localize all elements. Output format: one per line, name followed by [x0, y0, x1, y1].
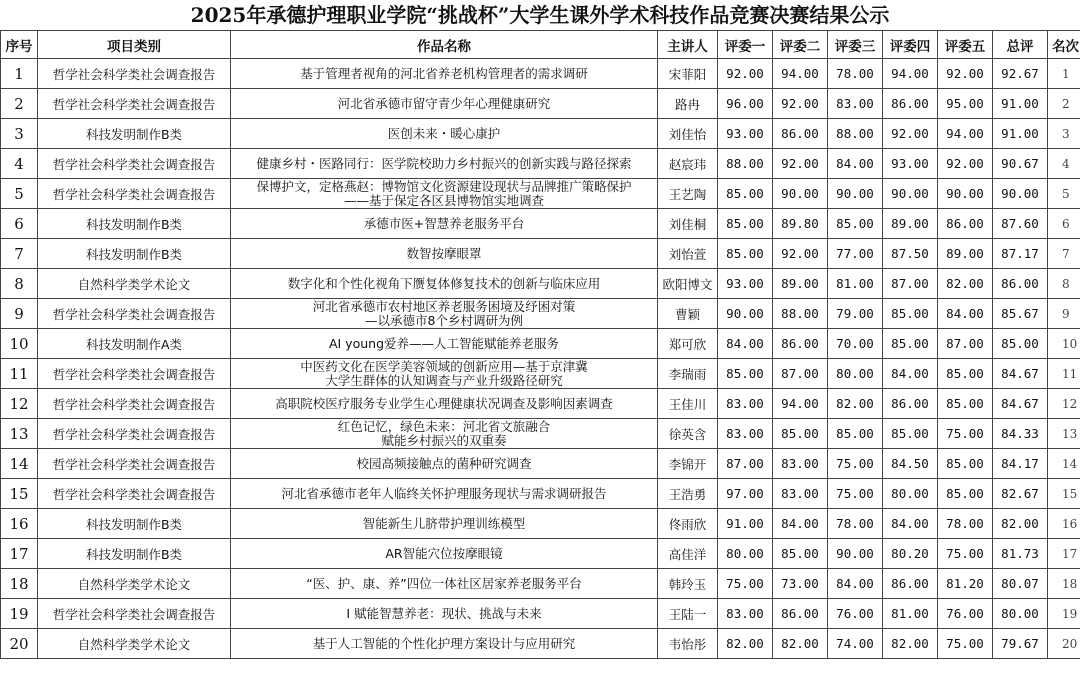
cell-judge-5: 75.00: [938, 539, 993, 569]
cell-judge-3: 83.00: [828, 89, 883, 119]
cell-rank: 6: [1048, 209, 1080, 239]
cell-judge-4: 85.00: [883, 299, 938, 329]
page-title-text: 2025年承德护理职业学院“挑战杯”大学生课外学术科技作品竞赛决赛结果公示: [190, 3, 890, 27]
header-total: 总评: [993, 31, 1048, 59]
cell-seq: 20: [1, 629, 38, 659]
table-row: [1, 509, 1080, 539]
cell-work: [231, 269, 658, 299]
work-title-line: —以承德市8个乡村调研为例: [365, 312, 523, 328]
cell-rank: 5: [1048, 179, 1080, 209]
cell-judge-1: 83.00: [718, 389, 773, 419]
cell-work: [231, 149, 658, 179]
table-row: [1, 449, 1080, 479]
cell-work: [231, 329, 658, 359]
cell-rank: 2: [1048, 89, 1080, 119]
cell-judge-4: 85.00: [883, 419, 938, 449]
cell-seq: 5: [1, 179, 38, 209]
work-title-line: 基于管理者视角的河北省养老机构管理者的需求调研: [300, 65, 588, 81]
cell-judge-3: 78.00: [828, 509, 883, 539]
table-row: [1, 149, 1080, 179]
cell-work: [231, 179, 658, 209]
work-title-line: 河北省承德市留守青少年心理健康研究: [337, 95, 551, 111]
cell-seq: 3: [1, 119, 38, 149]
cell-judge-3: 90.00: [828, 539, 883, 569]
cell-judge-2: 87.00: [773, 359, 828, 389]
cell-seq: 2: [1, 89, 38, 119]
work-title-line: 保博护文，定格燕赵：博物馆文化资源建设现状与品牌推广策略保护: [256, 178, 632, 194]
cell-total: 87.17: [993, 239, 1048, 269]
cell-seq: 19: [1, 599, 38, 629]
cell-work: [231, 539, 658, 569]
cell-category: 哲学社会科学类社会调查报告: [38, 149, 231, 179]
work-title-line: 中医药文化在医学美容领域的创新应用—基于京津冀: [300, 358, 588, 374]
cell-judge-4: 92.00: [883, 119, 938, 149]
cell-category: 科技发明制作B类: [38, 509, 231, 539]
cell-total: 92.67: [993, 59, 1048, 89]
table-row: [1, 209, 1080, 239]
table-row: [1, 239, 1080, 269]
cell-seq: 18: [1, 569, 38, 599]
header-category: 项目类别: [38, 31, 231, 59]
cell-work: [231, 89, 658, 119]
cell-judge-2: 83.00: [773, 449, 828, 479]
cell-seq: 17: [1, 539, 38, 569]
table-row: [1, 119, 1080, 149]
header-judge-4: 评委四: [883, 31, 938, 59]
cell-total: 84.33: [993, 419, 1048, 449]
cell-seq: 16: [1, 509, 38, 539]
header-seq: 序号: [1, 31, 38, 59]
table-row: [1, 599, 1080, 629]
cell-judge-2: 92.00: [773, 149, 828, 179]
cell-judge-1: 88.00: [718, 149, 773, 179]
cell-seq: 15: [1, 479, 38, 509]
cell-category: 科技发明制作B类: [38, 209, 231, 239]
cell-seq: 9: [1, 299, 38, 329]
cell-judge-5: 90.00: [938, 179, 993, 209]
cell-speaker: 刘怡萱: [658, 239, 718, 269]
cell-judge-3: 76.00: [828, 599, 883, 629]
cell-judge-2: 85.00: [773, 419, 828, 449]
cell-seq: 11: [1, 359, 38, 389]
table-row: [1, 569, 1080, 599]
cell-judge-5: 76.00: [938, 599, 993, 629]
cell-total: 84.67: [993, 359, 1048, 389]
cell-judge-1: 91.00: [718, 509, 773, 539]
cell-speaker: 王陆一: [658, 599, 718, 629]
cell-rank: 9: [1048, 299, 1080, 329]
cell-total: 80.07: [993, 569, 1048, 599]
cell-total: 81.73: [993, 539, 1048, 569]
cell-rank: 7: [1048, 239, 1080, 269]
cell-judge-2: 89.80: [773, 209, 828, 239]
work-title-line: 医创未来・暖心康护: [387, 125, 501, 141]
cell-judge-5: 75.00: [938, 419, 993, 449]
table-row: [1, 629, 1080, 659]
cell-judge-5: 92.00: [938, 59, 993, 89]
cell-rank: 3: [1048, 119, 1080, 149]
cell-total: 90.67: [993, 149, 1048, 179]
cell-judge-3: 80.00: [828, 359, 883, 389]
cell-total: 84.17: [993, 449, 1048, 479]
work-title-line: 校园高频接触点的菌种研究调查: [356, 455, 532, 471]
work-title-line: I 赋能智慧养老：现状、挑战与未来: [346, 605, 542, 621]
table-row: [1, 269, 1080, 299]
cell-work: [231, 449, 658, 479]
table-row: [1, 359, 1080, 389]
cell-category: 哲学社会科学类社会调查报告: [38, 449, 231, 479]
cell-judge-1: 82.00: [718, 629, 773, 659]
cell-judge-1: 90.00: [718, 299, 773, 329]
cell-speaker: 王艺陶: [658, 179, 718, 209]
cell-judge-3: 88.00: [828, 119, 883, 149]
cell-category: 哲学社会科学类社会调查报告: [38, 89, 231, 119]
header-judge-2: 评委二: [773, 31, 828, 59]
cell-rank: 4: [1048, 149, 1080, 179]
cell-judge-5: 75.00: [938, 629, 993, 659]
cell-rank: 11: [1048, 359, 1080, 389]
cell-judge-4: 81.00: [883, 599, 938, 629]
cell-judge-1: 84.00: [718, 329, 773, 359]
cell-speaker: 韩玲玉: [658, 569, 718, 599]
cell-work: [231, 569, 658, 599]
cell-work: [231, 479, 658, 509]
cell-judge-4: 86.00: [883, 569, 938, 599]
cell-seq: 13: [1, 419, 38, 449]
cell-judge-1: 96.00: [718, 89, 773, 119]
cell-judge-1: 93.00: [718, 269, 773, 299]
cell-judge-1: 85.00: [718, 209, 773, 239]
cell-judge-2: 86.00: [773, 599, 828, 629]
page-title: [0, 0, 1080, 30]
cell-judge-2: 92.00: [773, 89, 828, 119]
cell-work: [231, 209, 658, 239]
cell-judge-4: 82.00: [883, 629, 938, 659]
cell-judge-4: 86.00: [883, 389, 938, 419]
cell-judge-5: 85.00: [938, 389, 993, 419]
cell-judge-2: 73.00: [773, 569, 828, 599]
cell-total: 90.00: [993, 179, 1048, 209]
cell-rank: 12: [1048, 389, 1080, 419]
cell-judge-4: 94.00: [883, 59, 938, 89]
work-title-line: 数智按摩眼罩: [406, 245, 482, 261]
header-judge-1: 评委一: [718, 31, 773, 59]
cell-work: [231, 359, 658, 389]
cell-judge-4: 90.00: [883, 179, 938, 209]
cell-total: 82.00: [993, 509, 1048, 539]
cell-category: 科技发明制作B类: [38, 239, 231, 269]
work-title-line: 数字化和个性化视角下赝复体修复技术的创新与临床应用: [287, 275, 601, 291]
cell-rank: 19: [1048, 599, 1080, 629]
results-table: [0, 30, 1080, 659]
cell-speaker: 李锦开: [658, 449, 718, 479]
cell-total: 85.00: [993, 329, 1048, 359]
cell-category: 哲学社会科学类社会调查报告: [38, 419, 231, 449]
cell-rank: 20: [1048, 629, 1080, 659]
cell-seq: 8: [1, 269, 38, 299]
cell-category: 自然科学类学术论文: [38, 269, 231, 299]
cell-seq: 12: [1, 389, 38, 419]
cell-seq: 6: [1, 209, 38, 239]
cell-speaker: 欧阳博文: [658, 269, 718, 299]
cell-judge-3: 85.00: [828, 209, 883, 239]
work-title-line: 承德市医+智慧养老服务平台: [363, 215, 525, 231]
cell-total: 82.67: [993, 479, 1048, 509]
cell-judge-4: 80.20: [883, 539, 938, 569]
cell-judge-3: 79.00: [828, 299, 883, 329]
work-title-line: 赋能乡村振兴的双重奏: [381, 432, 507, 448]
cell-work: [231, 59, 658, 89]
cell-seq: 4: [1, 149, 38, 179]
cell-judge-3: 78.00: [828, 59, 883, 89]
work-title-line: 健康乡村・医路同行：医学院校助力乡村振兴的创新实践与路径探索: [256, 155, 632, 171]
cell-judge-2: 86.00: [773, 329, 828, 359]
cell-rank: 14: [1048, 449, 1080, 479]
cell-judge-1: 83.00: [718, 419, 773, 449]
cell-judge-4: 85.00: [883, 329, 938, 359]
cell-judge-1: 83.00: [718, 599, 773, 629]
table-row: [1, 89, 1080, 119]
cell-judge-2: 94.00: [773, 389, 828, 419]
cell-judge-1: 92.00: [718, 59, 773, 89]
cell-judge-3: 75.00: [828, 449, 883, 479]
cell-judge-5: 85.00: [938, 359, 993, 389]
work-title-line: 大学生群体的认知调查与产业升级路径研究: [325, 372, 563, 388]
cell-judge-1: 85.00: [718, 359, 773, 389]
cell-judge-1: 87.00: [718, 449, 773, 479]
work-title-line: AI young爱养——人工智能赋能养老服务: [328, 335, 560, 351]
cell-judge-2: 82.00: [773, 629, 828, 659]
cell-category: 自然科学类学术论文: [38, 569, 231, 599]
cell-category: 哲学社会科学类社会调查报告: [38, 479, 231, 509]
cell-category: 哲学社会科学类社会调查报告: [38, 359, 231, 389]
cell-rank: 16: [1048, 509, 1080, 539]
cell-rank: 17: [1048, 539, 1080, 569]
cell-judge-1: 85.00: [718, 239, 773, 269]
cell-judge-2: 85.00: [773, 539, 828, 569]
work-title-line: 河北省承德市老年人临终关怀护理服务现状与需求调研报告: [281, 485, 607, 501]
cell-judge-3: 74.00: [828, 629, 883, 659]
work-title-line: “医、护、康、养”四位一体社区居家养老服务平台: [306, 575, 582, 591]
cell-seq: 1: [1, 59, 38, 89]
cell-total: 91.00: [993, 89, 1048, 119]
cell-judge-2: 86.00: [773, 119, 828, 149]
cell-judge-2: 84.00: [773, 509, 828, 539]
cell-judge-4: 84.00: [883, 359, 938, 389]
cell-category: 自然科学类学术论文: [38, 629, 231, 659]
cell-judge-3: 90.00: [828, 179, 883, 209]
work-title-line: 河北省承德市农村地区养老服务困境及纾困对策: [312, 298, 576, 314]
cell-speaker: 李瑞雨: [658, 359, 718, 389]
cell-total: 87.60: [993, 209, 1048, 239]
cell-rank: 8: [1048, 269, 1080, 299]
cell-category: 科技发明制作A类: [38, 329, 231, 359]
cell-judge-2: 92.00: [773, 239, 828, 269]
cell-work: [231, 629, 658, 659]
cell-judge-5: 84.00: [938, 299, 993, 329]
cell-total: 79.67: [993, 629, 1048, 659]
cell-judge-3: 70.00: [828, 329, 883, 359]
cell-category: 科技发明制作B类: [38, 539, 231, 569]
cell-judge-3: 85.00: [828, 419, 883, 449]
cell-speaker: 王浩勇: [658, 479, 718, 509]
cell-seq: 14: [1, 449, 38, 479]
cell-judge-4: 93.00: [883, 149, 938, 179]
cell-category: 科技发明制作B类: [38, 119, 231, 149]
cell-judge-5: 94.00: [938, 119, 993, 149]
cell-work: [231, 299, 658, 329]
cell-judge-4: 86.00: [883, 89, 938, 119]
work-title-line: 红色记忆，绿色未来：河北省文旅融合: [337, 418, 551, 434]
cell-judge-4: 84.00: [883, 509, 938, 539]
cell-total: 85.67: [993, 299, 1048, 329]
cell-judge-4: 89.00: [883, 209, 938, 239]
cell-judge-1: 75.00: [718, 569, 773, 599]
table-row: [1, 329, 1080, 359]
table-row: [1, 419, 1080, 449]
cell-judge-1: 93.00: [718, 119, 773, 149]
cell-judge-5: 87.00: [938, 329, 993, 359]
header-speaker: 主讲人: [658, 31, 718, 59]
cell-total: 86.00: [993, 269, 1048, 299]
cell-speaker: 宋菲阳: [658, 59, 718, 89]
cell-speaker: 高佳洋: [658, 539, 718, 569]
cell-speaker: 韦怡彤: [658, 629, 718, 659]
header-judge-3: 评委三: [828, 31, 883, 59]
work-title-line: 智能新生儿脐带护理训练模型: [362, 515, 526, 531]
cell-category: 哲学社会科学类社会调查报告: [38, 599, 231, 629]
cell-category: 哲学社会科学类社会调查报告: [38, 299, 231, 329]
cell-judge-2: 94.00: [773, 59, 828, 89]
cell-work: [231, 419, 658, 449]
cell-judge-5: 82.00: [938, 269, 993, 299]
cell-judge-3: 75.00: [828, 479, 883, 509]
cell-rank: 18: [1048, 569, 1080, 599]
cell-speaker: 路冉: [658, 89, 718, 119]
cell-category: 哲学社会科学类社会调查报告: [38, 389, 231, 419]
cell-speaker: 郑可欣: [658, 329, 718, 359]
table-row: [1, 179, 1080, 209]
cell-judge-2: 90.00: [773, 179, 828, 209]
cell-judge-5: 95.00: [938, 89, 993, 119]
work-title-line: ——基于保定各区县博物馆实地调查: [343, 192, 544, 208]
cell-judge-4: 84.50: [883, 449, 938, 479]
header-row: [1, 31, 1080, 59]
cell-total: 80.00: [993, 599, 1048, 629]
work-title-line: 高职院校医疗服务专业学生心理健康状况调查及影响因素调查: [275, 395, 613, 411]
cell-total: 84.67: [993, 389, 1048, 419]
table-row: [1, 59, 1080, 89]
cell-rank: 1: [1048, 59, 1080, 89]
cell-judge-5: 85.00: [938, 479, 993, 509]
cell-judge-3: 84.00: [828, 149, 883, 179]
cell-speaker: 刘佳怡: [658, 119, 718, 149]
header-rank: 名次: [1048, 31, 1080, 59]
cell-judge-1: 80.00: [718, 539, 773, 569]
cell-judge-3: 77.00: [828, 239, 883, 269]
cell-speaker: 曹颖: [658, 299, 718, 329]
cell-judge-3: 82.00: [828, 389, 883, 419]
cell-judge-5: 81.20: [938, 569, 993, 599]
cell-judge-5: 89.00: [938, 239, 993, 269]
cell-seq: 10: [1, 329, 38, 359]
cell-judge-5: 85.00: [938, 449, 993, 479]
cell-seq: 7: [1, 239, 38, 269]
cell-speaker: 徐英含: [658, 419, 718, 449]
cell-judge-4: 87.50: [883, 239, 938, 269]
cell-judge-5: 92.00: [938, 149, 993, 179]
cell-judge-5: 78.00: [938, 509, 993, 539]
header-judge-5: 评委五: [938, 31, 993, 59]
cell-judge-4: 87.00: [883, 269, 938, 299]
cell-judge-2: 83.00: [773, 479, 828, 509]
cell-work: [231, 119, 658, 149]
cell-judge-4: 80.00: [883, 479, 938, 509]
table-row: [1, 539, 1080, 569]
table-row: [1, 299, 1080, 329]
cell-work: [231, 599, 658, 629]
cell-speaker: 赵宸玮: [658, 149, 718, 179]
cell-total: 91.00: [993, 119, 1048, 149]
cell-speaker: 刘佳桐: [658, 209, 718, 239]
cell-work: [231, 389, 658, 419]
cell-judge-5: 86.00: [938, 209, 993, 239]
cell-work: [231, 239, 658, 269]
cell-category: 哲学社会科学类社会调查报告: [38, 179, 231, 209]
cell-category: 哲学社会科学类社会调查报告: [38, 59, 231, 89]
cell-rank: 13: [1048, 419, 1080, 449]
table-row: [1, 389, 1080, 419]
cell-work: [231, 509, 658, 539]
table-body: [1, 59, 1080, 659]
work-title-line: 基于人工智能的个性化护理方案设计与应用研究: [312, 635, 576, 651]
cell-judge-1: 97.00: [718, 479, 773, 509]
cell-speaker: 王佳川: [658, 389, 718, 419]
table-row: [1, 479, 1080, 509]
cell-judge-1: 85.00: [718, 179, 773, 209]
cell-rank: 15: [1048, 479, 1080, 509]
cell-judge-3: 84.00: [828, 569, 883, 599]
work-title-line: AR智能穴位按摩眼镜: [385, 545, 503, 561]
cell-speaker: 佟雨欣: [658, 509, 718, 539]
cell-judge-2: 89.00: [773, 269, 828, 299]
cell-rank: 10: [1048, 329, 1080, 359]
cell-judge-3: 81.00: [828, 269, 883, 299]
header-work: 作品名称: [231, 31, 658, 59]
cell-judge-2: 88.00: [773, 299, 828, 329]
